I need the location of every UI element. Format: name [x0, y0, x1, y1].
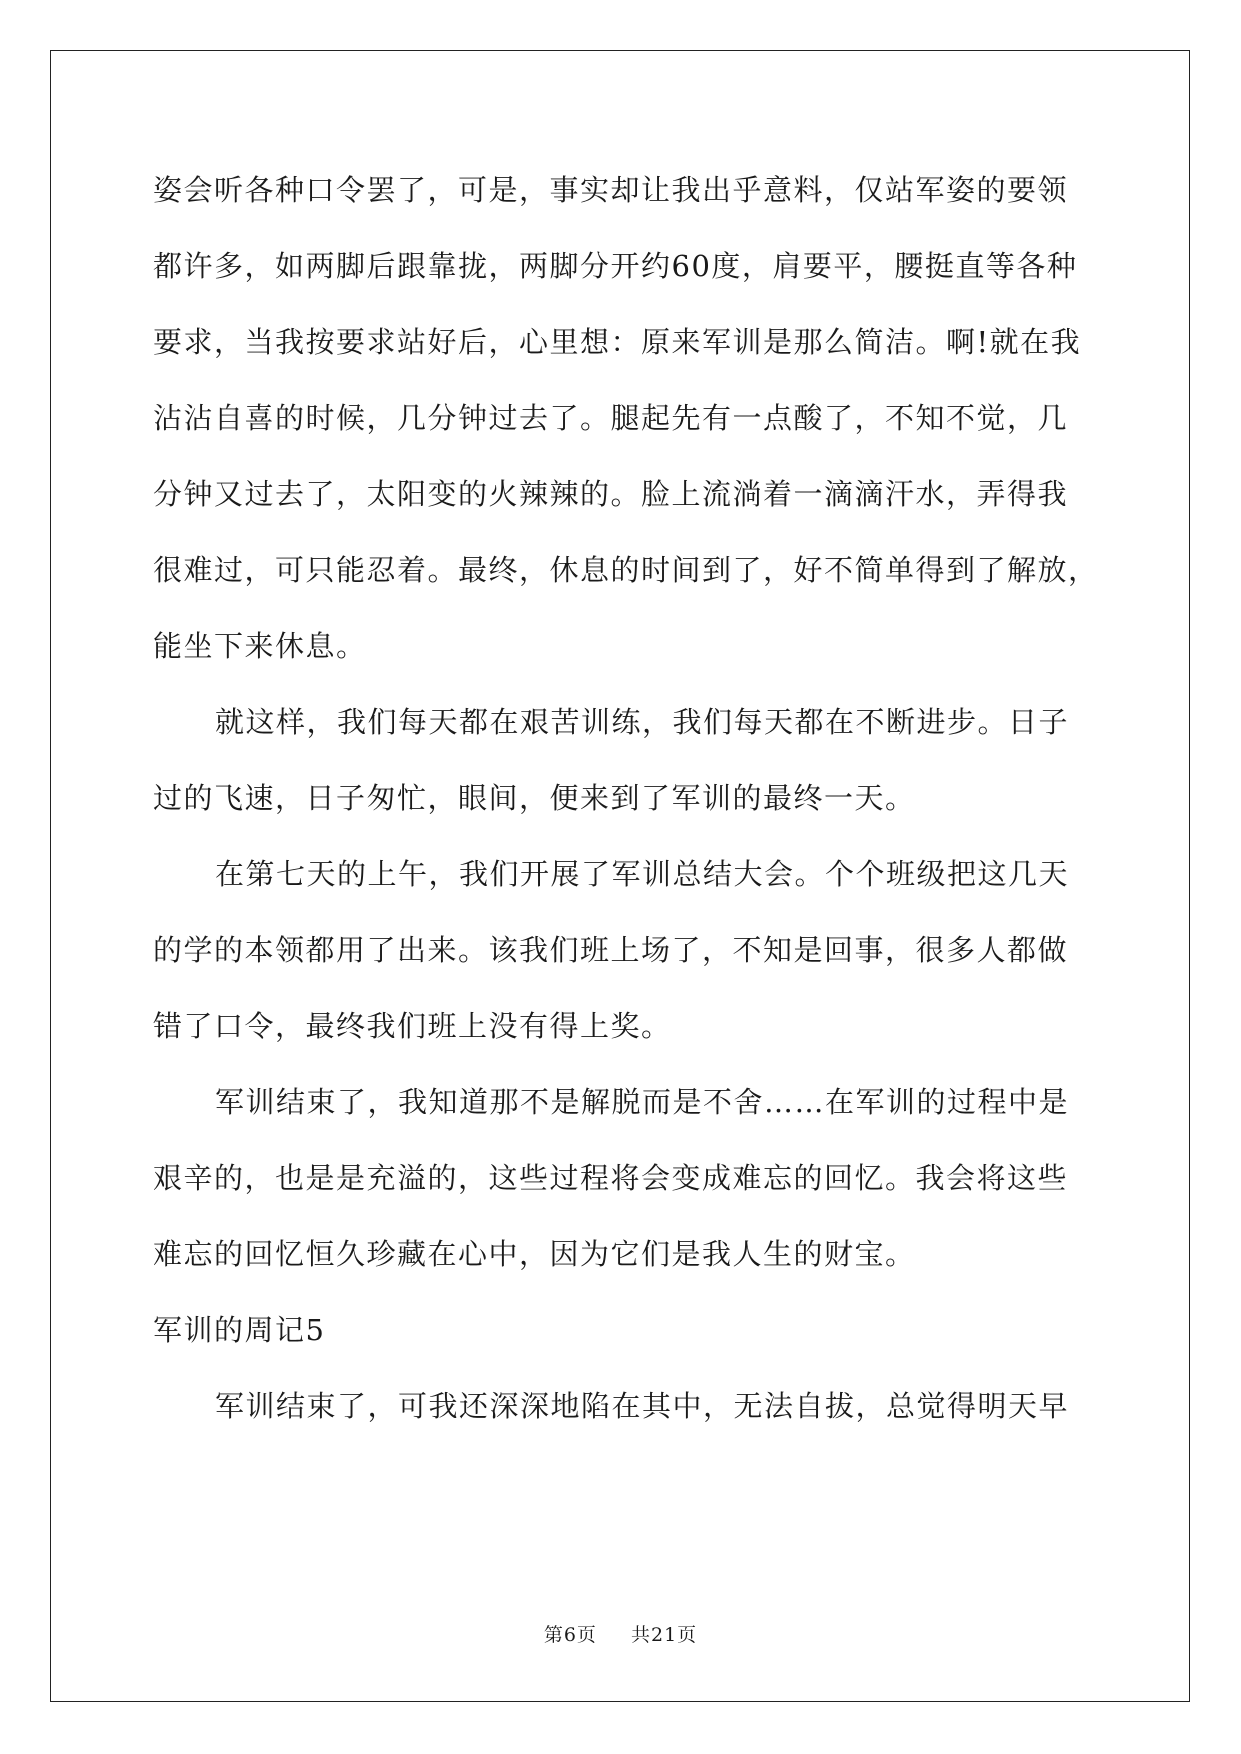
paragraph-line: 军训结束了，可我还深深地陷在其中，无法自拔，总觉得明天早: [215, 1389, 1070, 1423]
current-page-number: 第6页: [543, 1624, 597, 1646]
paragraph-line: 的学的本领都用了出来。该我们班上场了，不知是回事，很多人都做: [153, 933, 1069, 967]
paragraph-line: 军训结束了，我知道那不是解脱而是不舍……在军训的过程中是: [215, 1085, 1070, 1119]
total-pages: 共21页: [631, 1624, 698, 1646]
paragraph-line: 要求，当我按要求站好后，心里想：原来军训是那么简洁。啊!就在我: [153, 325, 1082, 359]
section-heading: 军训的周记5: [153, 1313, 326, 1347]
paragraph-line: 能坐下来休息。: [153, 629, 367, 663]
paragraph-line: 难忘的回忆恒久珍藏在心中，因为它们是我人生的财宝。: [153, 1237, 916, 1271]
paragraph-line: 就这样，我们每天都在艰苦训练，我们每天都在不断进步。日子: [215, 705, 1070, 739]
paragraph-line: 很难过，可只能忍着。最终，休息的时间到了，好不简单得到了解放，: [153, 553, 1099, 587]
page-footer: [0, 1620, 1241, 1647]
paragraph-line: 姿会听各种口令罢了，可是，事实却让我出乎意料，仅站军姿的要领: [153, 173, 1069, 207]
paragraph-line: 过的飞速，日子匆忙，眼间，便来到了军训的最终一天。: [153, 781, 916, 815]
paragraph-line: 分钟又过去了，太阳变的火辣辣的。脸上流淌着一滴滴汗水，弄得我: [153, 477, 1069, 511]
paragraph-line: 都许多，如两脚后跟靠拢，两脚分开约60度，肩要平，腰挺直等各种: [153, 249, 1078, 283]
paragraph-line: 沾沾自喜的时候，几分钟过去了。腿起先有一点酸了，不知不觉，几: [153, 401, 1069, 435]
paragraph-line: 在第七天的上午，我们开展了军训总结大会。个个班级把这几天: [215, 857, 1070, 891]
paragraph-line: 错了口令，最终我们班上没有得上奖。: [153, 1009, 672, 1043]
paragraph-line: 艰辛的，也是是充溢的，这些过程将会变成难忘的回忆。我会将这些: [153, 1161, 1069, 1195]
